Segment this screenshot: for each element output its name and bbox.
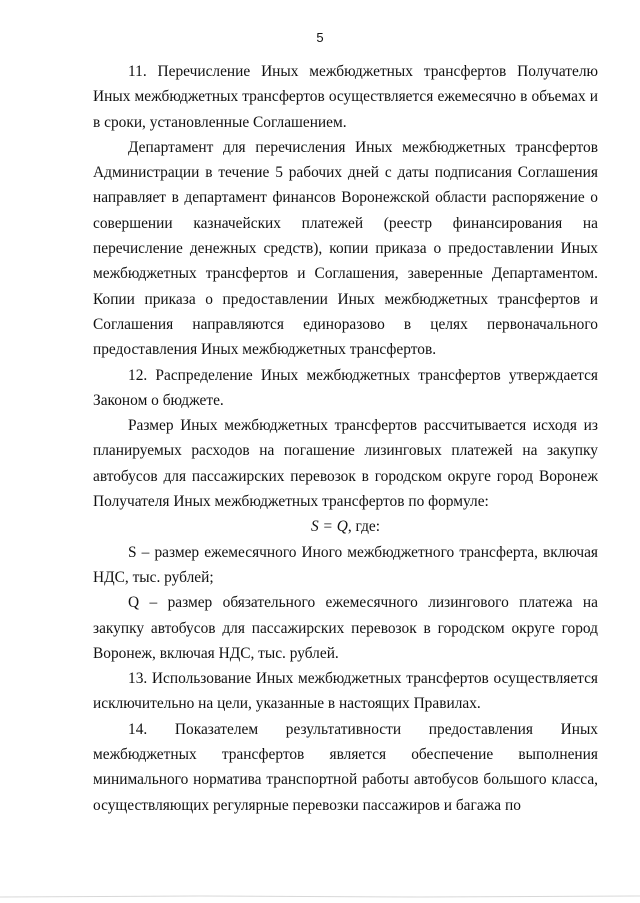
- formula-suffix: , где:: [347, 518, 381, 536]
- paragraph-size: Размер Иных межбюджетных трансфертов рассчитывается исходя из планируемых расходов на погашение лизинговых платежей на закупку автобусов для пассажирских перевозок в городском округе город Воронеж Получателя Иных межбюджетных трансфертов по формуле:: [93, 417, 598, 511]
- formula-expression: S = Q: [310, 518, 348, 536]
- paragraph-department: Департамент для перечисления Иных межбюджетных трансфертов Администрации в течение 5 рабочих дней с даты подписания Соглашения направляет в департамент финансов Воронежской области распоряжение о совершении казначейских платежей (реестр финансирования на перечисление денежных средств), копии приказа о предоставлении Иных межбюджетных трансфертов и Соглашения, заверенные Департаментом. Копии приказа о предоставлении Иных межбюджетных трансфертов и Соглашения направляются единоразово в целях первоначального предоставления Иных межбюджетных трансфертов.: [93, 138, 598, 359]
- document-body: [93, 59, 598, 818]
- paragraph-12: 12. Распределение Иных межбюджетных трансфертов утверждается Законом о бюджете.: [93, 366, 598, 409]
- scan-edge-mark: [0, 893, 640, 899]
- paragraph-14: 14. Показателем результативности предоставления Иных межбюджетных трансфертов является обеспечение выполнения минимального норматива транспортной работы автобусов большого класса, осуществляющих регулярные перевозки пассажиров и багажа по: [93, 720, 598, 814]
- paragraph-11: 11. Перечисление Иных межбюджетных трансфертов Получателю Иных межбюджетных трансфертов осуществляется ежемесячно в объемах и в сроки, установленные Соглашением.: [93, 63, 598, 131]
- page-number: 5: [316, 30, 324, 45]
- paragraph-13: 13. Использование Иных межбюджетных трансфертов осуществляется исключительно на цели, указанные в настоящих Правилах.: [93, 670, 598, 713]
- definition-q: Q – размер обязательного ежемесячного лизингового платежа на закупку автобусов для пассажирских перевозок в городском округе город Воронеж, включая НДС, тыс. рублей.: [93, 594, 598, 662]
- definition-s: S – размер ежемесячного Иного межбюджетного трансферта, включая НДС, тыс. рублей;: [93, 543, 598, 586]
- formula: [93, 514, 598, 539]
